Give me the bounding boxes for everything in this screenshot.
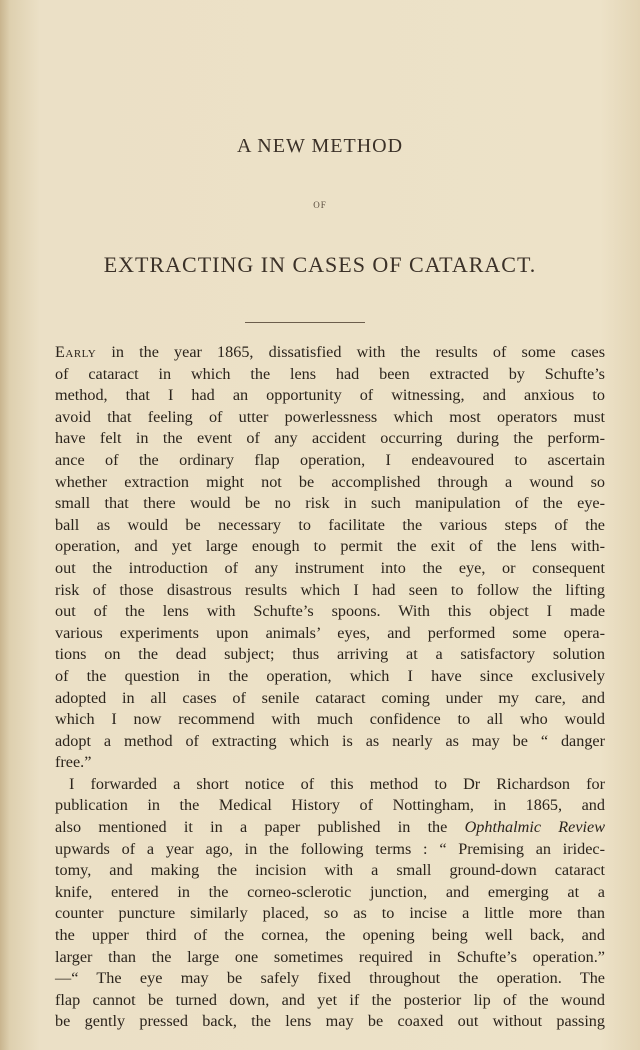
- lead-word: Early: [55, 343, 97, 361]
- text-line: I forwarded a short notice of this method to Dr Richardson for: [69, 774, 605, 793]
- text-line: also mentioned it in a paper published in the Ophthalmic Review: [55, 818, 605, 837]
- title-subtitle: EXTRACTING IN CASES OF CATARACT.: [103, 252, 537, 277]
- text-line: have felt in the event of any accident occurring during the perform-: [55, 429, 605, 448]
- text-line: —“ The eye may be safely fixed throughout the operation. The: [55, 969, 605, 988]
- text-line: be gently pressed back, the lens may be coaxed out without passing: [55, 1012, 605, 1031]
- text-line: larger than the large one sometimes required in Schufte’s operation.”: [55, 947, 605, 966]
- text-line: upwards of a year ago, in the following terms : “ Premising an iridec-: [55, 839, 605, 858]
- text-line: small that there would be no risk in such manipulation of the eye-: [55, 494, 605, 513]
- text-line: risk of those disastrous results which I had seen to follow the lifting: [55, 580, 605, 599]
- text-line: Early in the year 1865, dissatisfied with the results of some cases: [55, 343, 605, 361]
- title-of: OF: [313, 200, 327, 210]
- title-main: A NEW METHOD: [236, 135, 404, 157]
- text-line: of the question in the operation, which I have since exclusively: [55, 666, 605, 685]
- title-rule: [245, 322, 365, 323]
- text-line: which I now recommend with much confidence to all who would: [55, 710, 605, 729]
- text-line: adopt a method of extracting which is as nearly as may be “ danger: [55, 731, 605, 750]
- text-line: knife, entered in the corneo-sclerotic junction, and emerging at a: [55, 882, 605, 901]
- text-line: various experiments upon animals’ eyes, and performed some opera-: [55, 623, 605, 642]
- text-line: method, that I had an opportunity of witnessing, and anxious to: [55, 386, 605, 405]
- text-line: of cataract in which the lens had been extracted by Schufte’s: [55, 364, 605, 383]
- text-line: operation, and yet large enough to permit the exit of the lens with-: [55, 537, 605, 556]
- body-text: [55, 342, 605, 1033]
- journal-title: Ophthalmic Review: [464, 818, 605, 837]
- text-line: tomy, and making the incision with a small ground-down cataract: [55, 861, 605, 880]
- text-line: counter puncture similarly placed, so as to incise a little more than: [55, 904, 605, 923]
- text-line: ball as would be necessary to facilitate the various steps of the: [55, 515, 605, 534]
- text-line: adopted in all cases of senile cataract coming under my care, and: [55, 688, 605, 707]
- text-line: flap cannot be turned down, and yet if the posterior lip of the wound: [55, 990, 605, 1009]
- text-line: tions on the dead subject; thus arriving at a satisfactory solution: [55, 645, 605, 664]
- text-line: out of the lens with Schufte’s spoons. With this object I made: [55, 602, 605, 621]
- text-line: avoid that feeling of utter powerlessness which most operators must: [55, 407, 605, 426]
- text-line: out the introduction of any instrument into the eye, or consequent: [55, 558, 605, 577]
- text-line: whether extraction might not be accomplished through a wound so: [55, 472, 605, 491]
- text-line: ance of the ordinary flap operation, I endeavoured to ascertain: [55, 450, 605, 469]
- text-line: publication in the Medical History of Nottingham, in 1865, and: [55, 796, 605, 815]
- text-line: the upper third of the cornea, the opening being well back, and: [55, 926, 605, 945]
- text-line: free.”: [55, 753, 92, 772]
